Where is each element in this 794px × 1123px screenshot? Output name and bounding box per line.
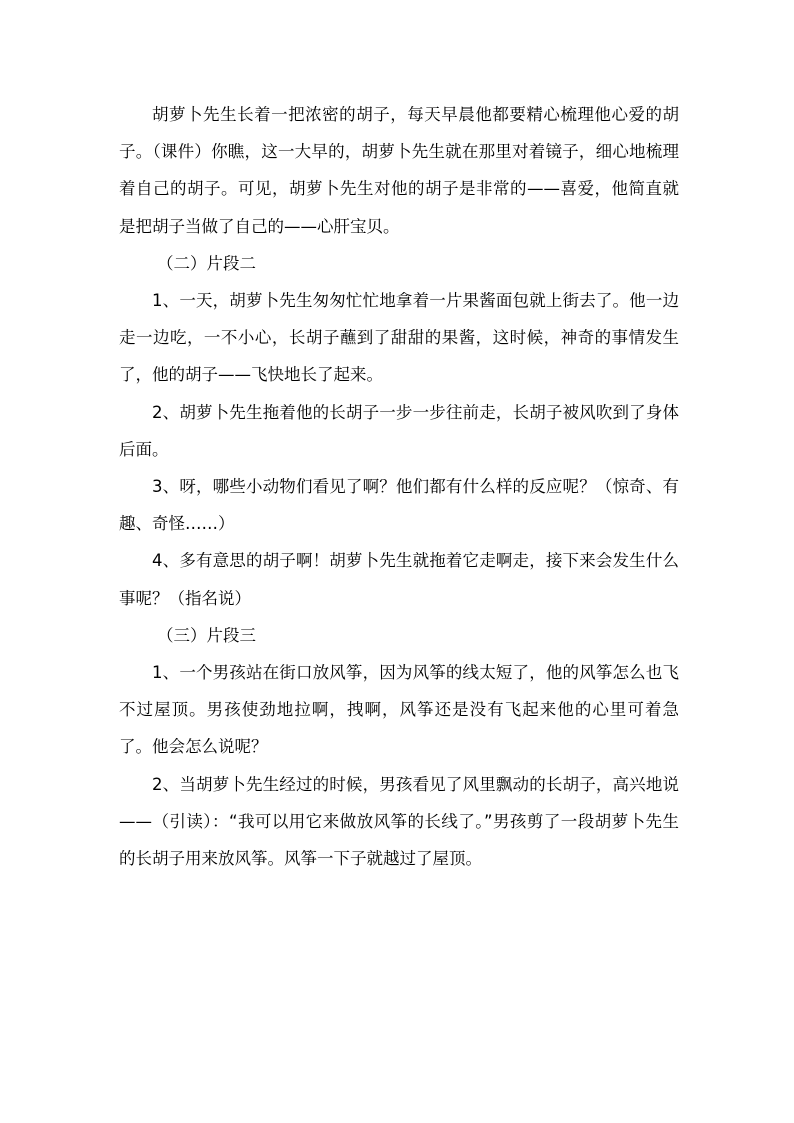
section2-item-1: 1、一天，胡萝卜先生匆匆忙忙地拿着一片果酱面包就上街去了。他一边走一边吃，一不小心，长胡子蘸到了甜甜的果酱，这时候，神奇的事情发生了，他的胡子——飞快地长了起来。 xyxy=(119,291,679,385)
section2-item-4: 4、多有意思的胡子啊！胡萝卜先生就拖着它走啊走，接下来会发生什么事呢？（指名说） xyxy=(119,551,679,608)
document-page xyxy=(119,96,679,877)
section-heading-3: （三）片段三 xyxy=(156,625,256,645)
intro-paragraph: 胡萝卜先生长着一把浓密的胡子，每天早晨他都要精心梳理他心爱的胡子。（课件）你瞧，这一大早的，胡萝卜先生就在那里对着镜子，细心地梳理着自己的胡子。可见，胡萝卜先生对他的胡子是非常的——喜爱，他简直就是把胡子当做了自己的——心肝宝贝。 xyxy=(119,105,679,236)
section2-item-2: 2、胡萝卜先生拖着他的长胡子一步一步往前走，长胡子被风吹到了身体后面。 xyxy=(119,402,679,459)
section3-item-2: 2、当胡萝卜先生经过的时候，男孩看见了风里飘动的长胡子，高兴地说——（引读）：“我可以用它来做放风筝的长线了。”男孩剪了一段胡萝卜先生的长胡子用来放风筝。风筝一下子就越过了屋顶。 xyxy=(119,774,679,869)
section2-item-3: 3、呀，哪些小动物们看见了啊？他们都有什么样的反应呢？（惊奇、有趣、奇怪……） xyxy=(119,477,679,534)
section3-item-1: 1、一个男孩站在街口放风筝，因为风筝的线太短了，他的风筝怎么也飞不过屋顶。男孩使劲地拉啊，拽啊，风筝还是没有飞起来他的心里可着急了。他会怎么说呢？ xyxy=(119,663,679,757)
section-heading-2: （二）片段二 xyxy=(156,253,256,273)
